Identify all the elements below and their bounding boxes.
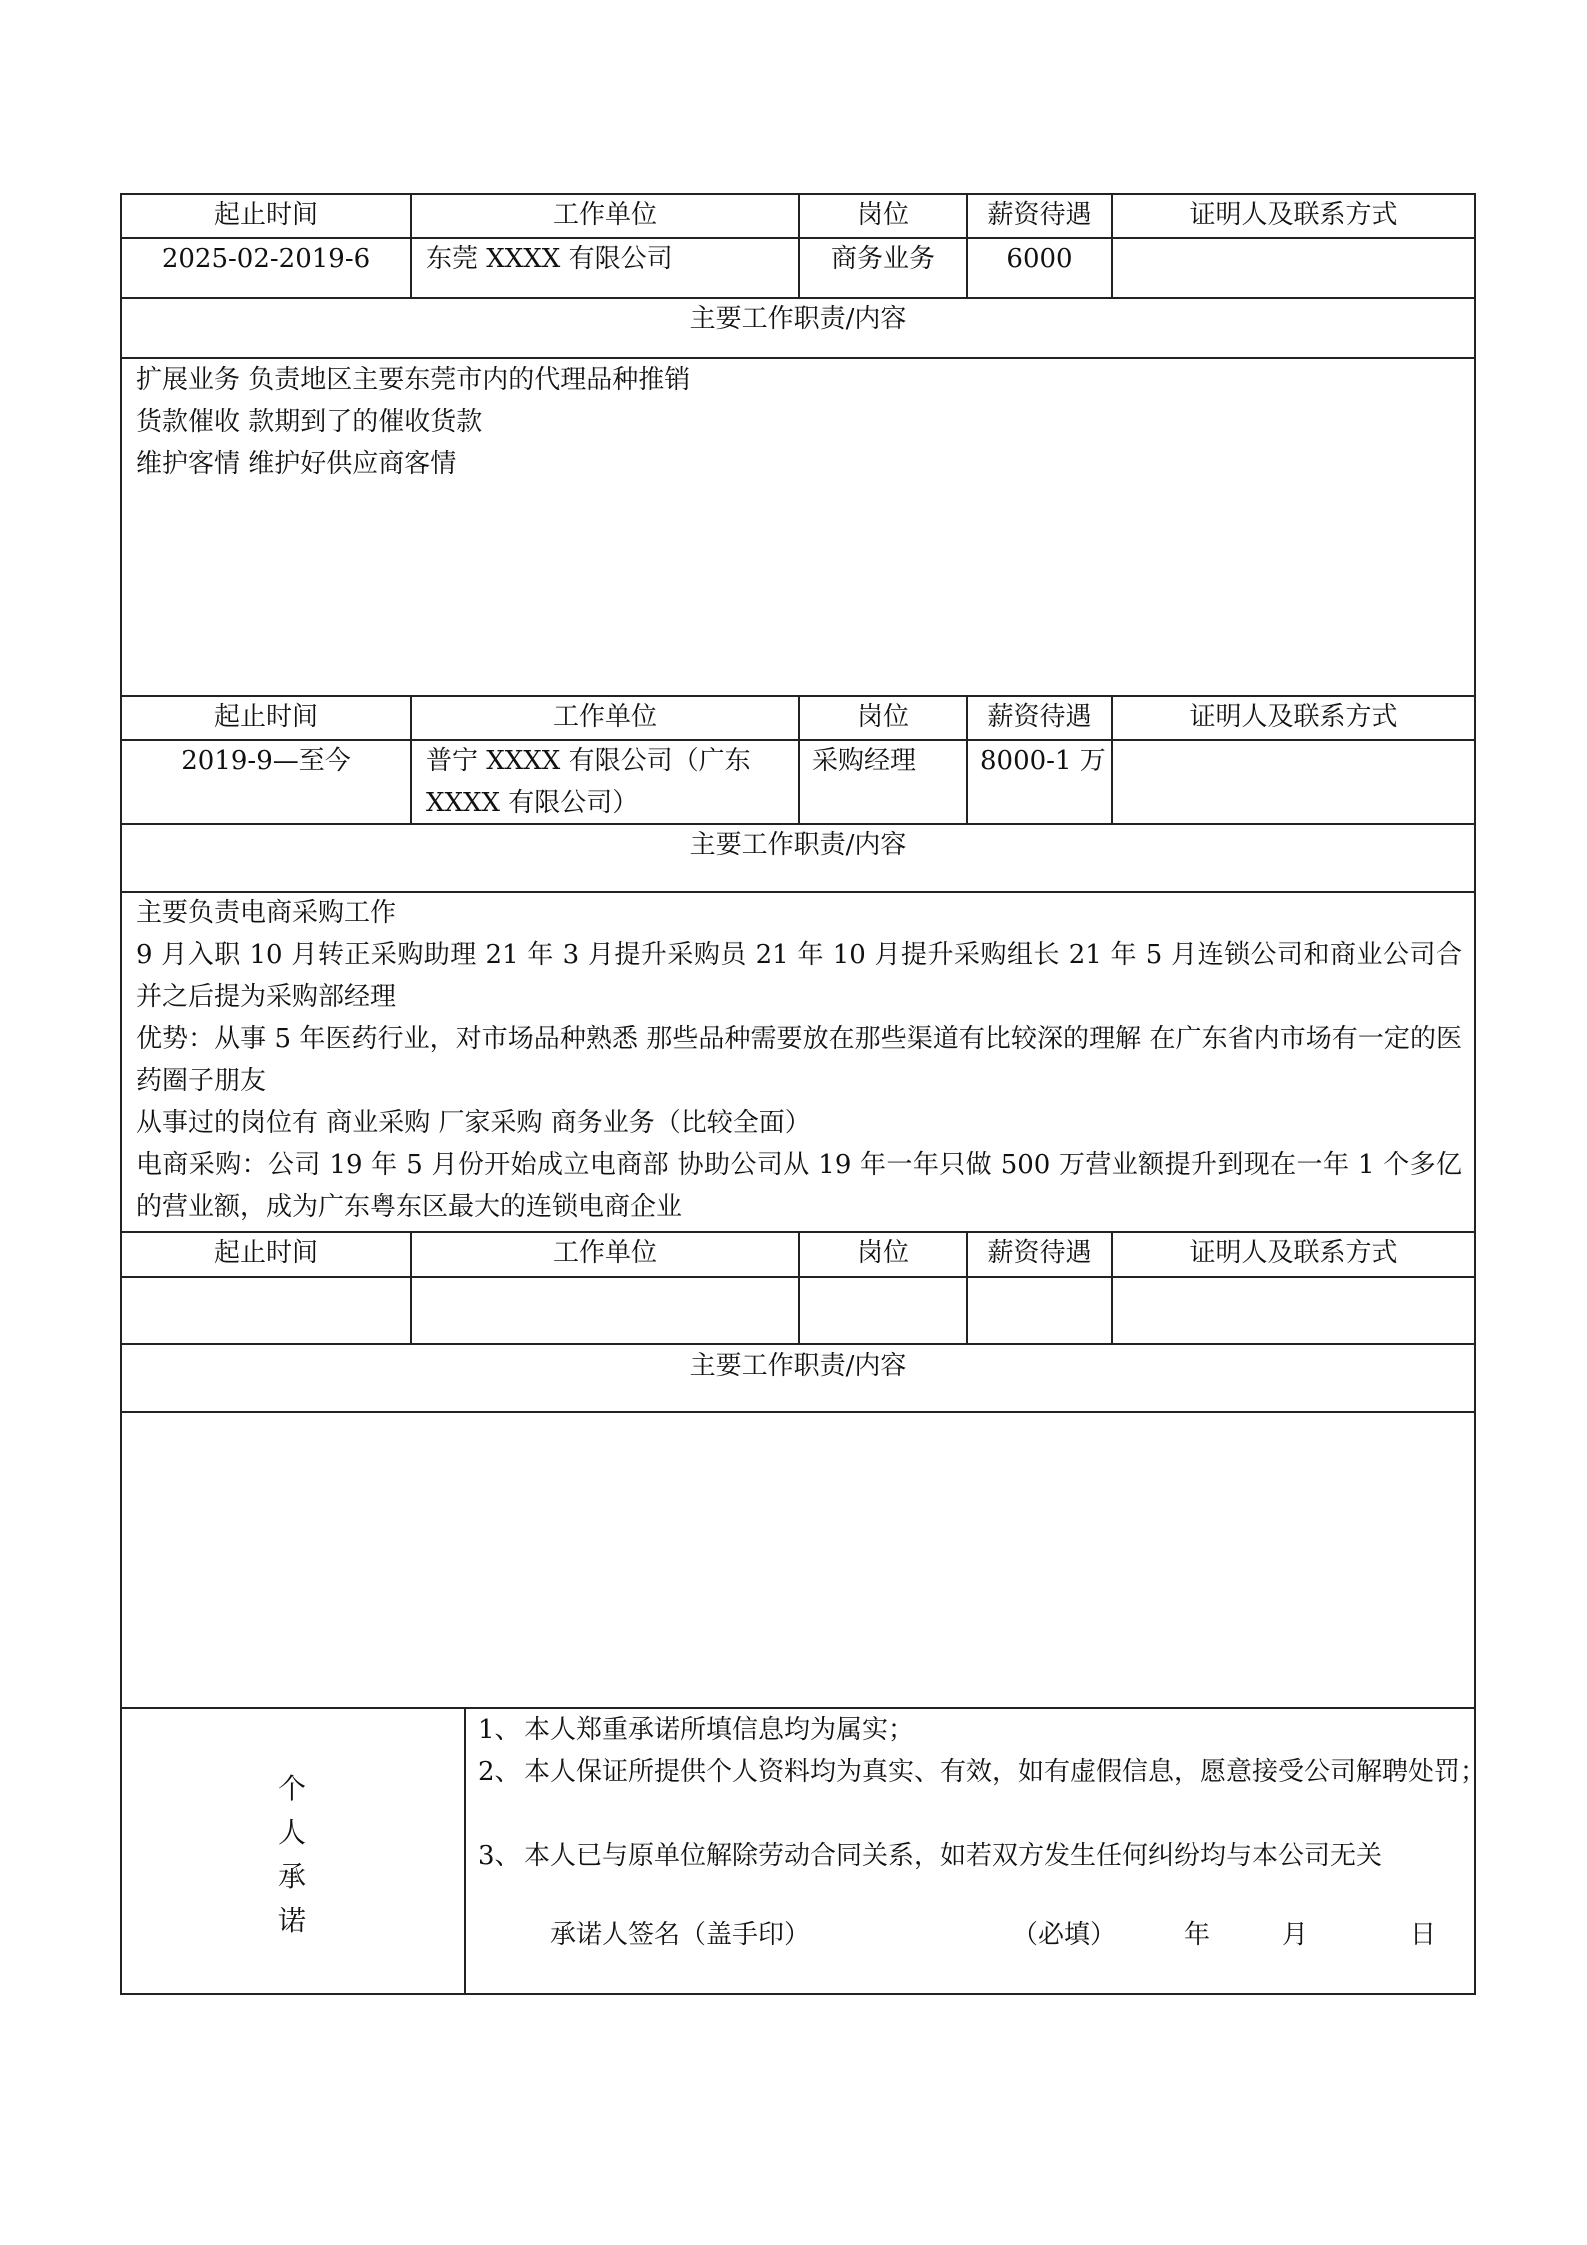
header-salary: 薪资待遇 — [987, 702, 1092, 732]
pledge-item — [478, 1709, 1464, 1751]
rule — [120, 1993, 1476, 1995]
job-period: 2019-9—至今 — [181, 746, 351, 776]
job-salary: 6000 — [1006, 244, 1073, 274]
duty-line: 货款催收 款期到了的催收货款 — [136, 407, 483, 437]
sign-day: 日 — [1410, 1920, 1437, 1950]
pledge-item-number: 2、 — [478, 1757, 521, 1787]
header-position: 岗位 — [856, 702, 909, 732]
duty-line: 扩展业务 负责地区主要东莞市内的代理品种推销 — [136, 365, 691, 395]
header-period: 起止时间 — [213, 702, 318, 732]
duties-list — [136, 892, 1462, 1228]
job-employer: 东莞 XXXX 有限公司 — [426, 244, 673, 274]
sign-month: 月 — [1282, 1920, 1309, 1950]
pledge-label-char: 个 — [277, 1772, 306, 1805]
header-salary: 薪资待遇 — [987, 1238, 1092, 1268]
duty-line: 从事过的岗位有 商业采购 厂家采购 商务业务（比较全面） — [136, 1108, 811, 1138]
duty-line: 9 月入职 10 月转正采购助理 21 年 3 月提升采购员 21 年 10 月提升采购组长 21 年 5 月连锁公司和商业公司合并之后提为采购部经理 — [136, 940, 1462, 1012]
header-employer: 工作单位 — [552, 200, 657, 230]
header-position: 岗位 — [856, 1238, 909, 1268]
rule — [1474, 193, 1476, 1995]
pledge-label-char: 诺 — [277, 1904, 306, 1937]
job-position: 采购经理 — [812, 746, 917, 776]
header-employer: 工作单位 — [552, 702, 657, 732]
rule — [120, 1411, 1476, 1413]
header-reference: 证明人及联系方式 — [1189, 1238, 1398, 1268]
pledge-item-number: 1、 — [478, 1715, 521, 1745]
header-reference: 证明人及联系方式 — [1189, 200, 1398, 230]
header-reference: 证明人及联系方式 — [1189, 702, 1398, 732]
job-salary: 8000-1 万 — [980, 746, 1106, 776]
job-employer: XXXX 有限公司） — [426, 788, 639, 818]
pledge-item-number: 3、 — [478, 1841, 521, 1871]
pledge-item-text: 本人保证所提供个人资料均为真实、有效，如有虚假信息，愿意接受公司解聘处罚； — [524, 1757, 1487, 1787]
rule — [120, 193, 122, 1995]
header-period: 起止时间 — [213, 200, 318, 230]
duties-title: 主要工作职责/内容 — [689, 1351, 907, 1381]
header-period: 起止时间 — [213, 1238, 318, 1268]
duties-title: 主要工作职责/内容 — [689, 830, 907, 860]
duty-line: 电商采购：公司 19 年 5 月份开始成立电商部 协助公司从 19 年一年只做 500 万营业额提升到现在一年 1 个多亿的营业额，成为广东粤东区最大的连锁电商企业 — [136, 1150, 1462, 1222]
pledge-item — [478, 1835, 1464, 1877]
pledge-item — [478, 1751, 1524, 1793]
duty-line: 维护客情 维护好供应商客情 — [136, 449, 457, 479]
header-position: 岗位 — [856, 200, 909, 230]
duties-title: 主要工作职责/内容 — [689, 304, 907, 334]
header-employer: 工作单位 — [552, 1238, 657, 1268]
pledge-item-text: 本人已与原单位解除劳动合同关系，如若双方发生任何纠纷均与本公司无关 — [524, 1841, 1383, 1871]
job-position: 商务业务 — [830, 244, 935, 274]
job-period: 2025-02-2019-6 — [161, 244, 371, 274]
duty-line: 主要负责电商采购工作 — [136, 898, 397, 928]
rule — [464, 1707, 466, 1995]
pledge-label-char: 承 — [277, 1860, 306, 1893]
pledge-item-text: 本人郑重承诺所填信息均为属实； — [524, 1715, 915, 1745]
job-employer: 普宁 XXXX 有限公司（广东 — [426, 746, 751, 776]
duty-line: 优势：从事 5 年医药行业，对市场品种熟悉 那些品种需要放在那些渠道有比较深的理解 在广东省内市场有一定的医药圈子朋友 — [136, 1024, 1462, 1096]
required-note: （必填） — [1012, 1920, 1117, 1950]
duties-list — [136, 359, 1456, 485]
sign-label: 承诺人签名（盖手印） — [550, 1920, 811, 1950]
sign-year: 年 — [1184, 1920, 1211, 1950]
pledge-label-char: 人 — [277, 1816, 306, 1849]
header-salary: 薪资待遇 — [987, 200, 1092, 230]
